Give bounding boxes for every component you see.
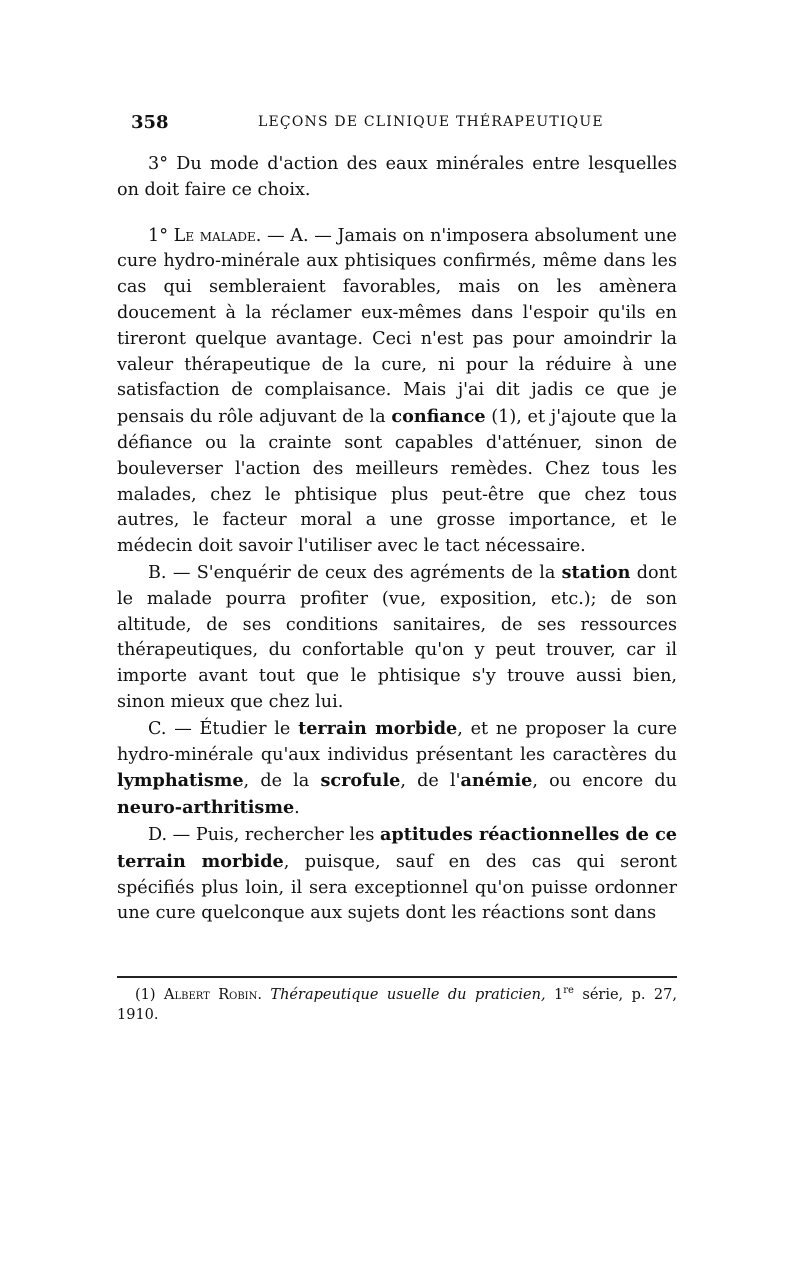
footnote-text	[117, 985, 677, 1025]
footnote-author: Albert Robin.	[163, 987, 262, 1003]
page-number: 358	[131, 112, 169, 133]
emphasis-text: confiance	[391, 406, 486, 428]
footnote-series-number: 1	[545, 987, 564, 1003]
footnote	[117, 985, 677, 1025]
footnote-series-sup: re	[563, 985, 574, 997]
paragraph-intro	[117, 152, 677, 204]
paragraph-text: .	[294, 798, 300, 819]
footnote-title: Thérapeutique usuelle du praticien,	[261, 987, 546, 1003]
paragraph-text: , ou encore du	[532, 771, 677, 792]
running-head	[131, 112, 676, 138]
paragraph-le-malade	[117, 224, 677, 560]
paragraph-text: , puisque, sauf en des cas qui seront spécifiés plus loin, il sera exceptionnel qu'on puisse ordonner une cure quelconque aux sujets dont les réactions sont dans	[117, 851, 677, 924]
paragraph-intro-text: 3° Du mode d'action des eaux minérales entre lesquelles on doit faire ce choix.	[117, 154, 677, 200]
emphasis-text: lymphatisme	[117, 770, 244, 792]
footnote-marker: (1)	[135, 987, 164, 1003]
body-text	[117, 152, 677, 927]
section-heading: Le malade.	[173, 225, 262, 246]
paragraph-text: , de l'	[400, 771, 461, 792]
paragraph-text: C. — Étudier le	[148, 718, 299, 739]
running-title: LEÇONS DE CLINIQUE THÉRAPEUTIQUE	[258, 114, 604, 130]
emphasis-text: terrain morbide	[298, 717, 458, 739]
emphasis-text: station	[561, 561, 631, 583]
paragraph-text: , de la	[243, 771, 321, 792]
paragraph-text: (1), et j'ajoute que la défiance ou la crainte sont capables d'atténuer, sinon de bouleverser l'action des meilleurs remèdes. Chez tous les malades, chez le phtisique plus peut-être que chez tous autres, le facteur moral a une grosse importance, et le médecin doit savoir l'utiliser avec le tact nécessaire.	[117, 407, 677, 557]
emphasis-text: neuro-arthritisme	[117, 797, 295, 819]
paragraph-text: D. — Puis, rechercher les	[148, 824, 380, 845]
paragraph-b	[117, 560, 677, 716]
footnote-rule	[117, 976, 677, 978]
paragraph-d	[117, 822, 677, 927]
paragraph-text: dont le malade pourra profiter (vue, exposition, etc.); de son altitude, de ses conditions sanitaires, de ses ressources thérapeutiques, du confortable qu'on y peut trouver, car il importe avant tout que le phtisique s'y trouve aussi bien, sinon mieux que chez lui.	[117, 562, 677, 712]
emphasis-text: aptitudes réactionnelles de ce terrain morbide	[117, 823, 677, 872]
paragraph-text: , et ne proposer la cure hydro-minérale qu'aux individus présentant les caractères du	[117, 718, 677, 765]
paragraph-text: B. — S'enquérir de ceux des agréments de la	[148, 562, 562, 583]
footnote-series-rest: série, p. 27, 1910.	[117, 987, 677, 1023]
emphasis-text: scrofule	[320, 770, 401, 792]
section-number: 1°	[148, 225, 174, 246]
paragraph-c	[117, 716, 677, 822]
emphasis-text: anémie	[460, 770, 533, 792]
paragraph-text: — A. — Jamais on n'imposera absolument une cure hydro-minérale aux phtisiques confirmés, même dans les cas qui sembleraient favorables, mais on les amènera doucement à la réclamer eux-mêmes dans l'espoir qu'ils en tireront quelque avantage. Ceci n'est pas pour amoindrir la valeur thérapeutique de la cure, ni pour la réduire à une satisfaction de complaisance. Mais j'ai dit jadis ce que je pensais du rôle adjuvant de la	[117, 225, 677, 428]
